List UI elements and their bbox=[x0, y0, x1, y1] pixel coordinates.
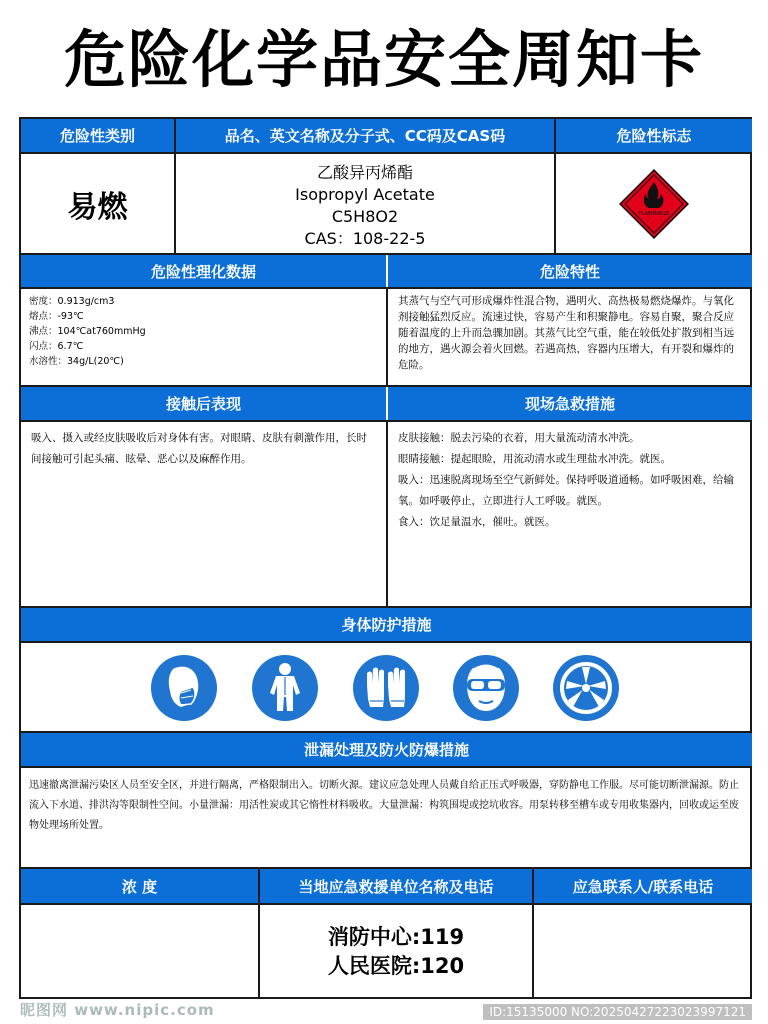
first-aid-eyes: 眼睛接触：提起眼睑，用流动清水或生理盐水冲洗。就医。 bbox=[398, 453, 671, 465]
spill-text: 迅速撤离泄漏污染区人员至安全区，并进行隔离，严格限制出入。切断火源。建议应急处理人员戴自给正压式呼吸器，穿防静电工作服。尽可能切断泄漏源。防止流入下水道、排洪沟等限制性空间。小量泄漏：用活性炭或其它惰性材料吸收。大量泄漏：构筑围堤或挖坑收容。用泵转移至槽车或专用收集器内，回收或运至废物处理场所处置。 bbox=[29, 780, 739, 831]
divider bbox=[258, 869, 260, 999]
chemical-formula: C5H8O2 bbox=[331, 207, 399, 226]
chemical-info bbox=[176, 154, 554, 253]
respirator-mask-icon bbox=[151, 655, 217, 721]
hospital-phone: 人民医院:120 bbox=[327, 954, 465, 978]
protective-suit-icon bbox=[252, 655, 318, 721]
local-rescue-info bbox=[260, 905, 532, 999]
chemical-en-name: Isopropyl Acetate bbox=[295, 185, 435, 204]
melting-point-line: 熔点：-93℃ bbox=[29, 311, 84, 322]
divider bbox=[21, 903, 752, 905]
header-hazard-class: 危险性类别 bbox=[21, 119, 174, 152]
divider bbox=[174, 119, 176, 253]
divider bbox=[21, 867, 752, 869]
chemical-cas: CAS：108-22-5 bbox=[304, 229, 426, 248]
divider bbox=[21, 606, 752, 608]
divider bbox=[21, 641, 752, 643]
concentration-value bbox=[21, 905, 258, 999]
divider bbox=[21, 766, 752, 768]
header-contact: 接触后表现 bbox=[21, 387, 386, 420]
hazard-class-value: 易燃 bbox=[67, 189, 128, 225]
chemical-cn-name: 乙酸异丙烯酯 bbox=[316, 163, 413, 182]
divider bbox=[21, 253, 752, 255]
header-concentration: 浓 度 bbox=[21, 869, 258, 903]
page-title: 危险化学品安全周知卡 bbox=[63, 23, 704, 96]
contact-text: 吸入、摄入或经皮肤吸收后对身体有害。对眼睛、皮肤有刺激作用，长时间接触可引起头痛、眩晕、恶心以及麻醉作用。 bbox=[31, 432, 367, 465]
header-physchem: 危险性理化数据 bbox=[21, 255, 386, 287]
header-emergency-contact: 应急联系人/联系电话 bbox=[534, 869, 752, 903]
fire-center-phone: 消防中心:119 bbox=[327, 925, 465, 949]
header-names: 品名、英文名称及分子式、CC码及CAS码 bbox=[176, 119, 554, 152]
watermark-right: ID:15135000 NO:20250427223023997121 bbox=[483, 1004, 752, 1020]
density-line: 密度：0.913g/cm3 bbox=[29, 296, 115, 307]
first-aid-skin: 皮肤接触：脱去污染的衣着，用大量流动清水冲洗。 bbox=[398, 432, 640, 444]
header-hazard-props: 危险特性 bbox=[388, 255, 752, 287]
divider bbox=[554, 119, 556, 253]
divider bbox=[532, 869, 534, 999]
protective-gloves-icon bbox=[353, 655, 419, 721]
divider bbox=[386, 287, 388, 385]
water-solubility-line: 水溶性：34g/L(20℃) bbox=[29, 356, 124, 367]
boiling-point-line: 沸点：104℃at760mmHg bbox=[29, 326, 146, 337]
divider bbox=[21, 152, 752, 154]
divider bbox=[21, 731, 752, 733]
flash-point-line: 闪点：6.7℃ bbox=[29, 341, 84, 352]
safety-card bbox=[19, 117, 752, 999]
first-aid-list bbox=[388, 422, 752, 606]
header-ppe: 身体防护措施 bbox=[21, 608, 752, 641]
ppe-icons-row bbox=[21, 643, 752, 731]
hazard-props-text: 其蒸气与空气可形成爆炸性混合物，遇明火、高热极易燃烧爆炸。与氧化剂接触猛烈反应。流速过快，容易产生和积聚静电。容易自聚，聚合反应随着温度的上升而急骤加剧。其蒸气比空气重，能在较低处扩散到相当远的地方，遇火源会着火回燃。若遇高热，容器内压增大，有开裂和爆炸的危险。 bbox=[398, 295, 734, 371]
safety-goggles-icon bbox=[453, 655, 519, 721]
hazard-sign-text: FLAMMABLE bbox=[638, 211, 670, 217]
emergency-contact-value bbox=[534, 905, 752, 999]
header-hazard-label: 危险性标志 bbox=[556, 119, 752, 152]
flammable-diamond-icon bbox=[618, 168, 690, 240]
watermark-left: 昵图网 www.nipic.com bbox=[20, 1001, 215, 1019]
divider bbox=[386, 420, 388, 606]
header-spill: 泄漏处理及防火防爆措施 bbox=[21, 733, 752, 766]
hazard-sign bbox=[556, 154, 752, 253]
header-local-rescue: 当地应急救援单位名称及电话 bbox=[260, 869, 532, 903]
first-aid-ingestion: 食入：饮足量温水，催吐。就医。 bbox=[398, 516, 556, 528]
physchem-data bbox=[21, 289, 386, 385]
divider bbox=[21, 385, 752, 387]
first-aid-inhalation: 吸入：迅速脱离现场至空气新鲜处。保持呼吸道通畅。如呼吸困难，给输氧。如呼吸停止，立即进行人工呼吸。就医。 bbox=[398, 474, 734, 507]
header-first-aid: 现场急救措施 bbox=[388, 387, 752, 420]
ventilation-fan-icon bbox=[553, 655, 619, 721]
